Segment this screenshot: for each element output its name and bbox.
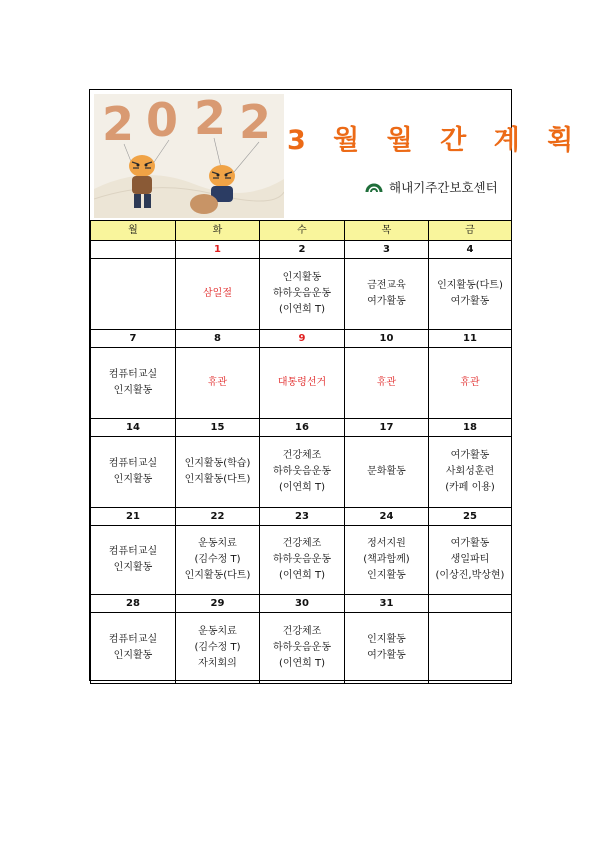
date-cell: 9 (260, 330, 345, 348)
date-cell: 29 (176, 595, 260, 613)
organization-name (365, 178, 498, 196)
activity-line: (이연희 T) (278, 304, 326, 315)
weekday-fri: 금 (429, 221, 512, 241)
date-cell: 23 (260, 508, 345, 526)
activity-line: 인지활동 (282, 272, 322, 283)
date-row (91, 419, 512, 437)
date-row (91, 508, 512, 526)
activity-cell (260, 437, 345, 508)
activity-line: 자치회의 (198, 658, 237, 669)
activity-line: 인지활동 (113, 474, 153, 485)
activity-line: 인지활동 (113, 562, 153, 573)
activity-cell (345, 348, 429, 419)
page-title: 3 월 월 간 계 획 (287, 125, 583, 156)
activity-line: 인지활동 (367, 570, 406, 581)
date-cell: 3 (345, 241, 429, 259)
activity-line: 휴관 (207, 377, 228, 388)
activity-line: (김수정 T) (194, 554, 241, 565)
activity-line: 건강체조 (282, 538, 322, 549)
date-row (91, 595, 512, 613)
activity-cell (260, 348, 345, 419)
activity-cell (91, 613, 176, 684)
date-cell: 1 (176, 241, 260, 259)
year-2-third: 2 (239, 95, 272, 149)
activity-line: 여가활동 (450, 450, 490, 461)
activity-cell (260, 259, 345, 330)
tiger-2022-illustration (94, 94, 284, 218)
date-cell: 2 (260, 241, 345, 259)
activity-cell (345, 437, 429, 508)
activity-line: 인지활동(학습) (184, 458, 251, 469)
year-0: 0 (146, 94, 179, 147)
activity-cell (345, 259, 429, 330)
activity-line: 정서지원 (367, 538, 406, 549)
monthly-plan-page (89, 89, 583, 681)
date-cell: 11 (429, 330, 512, 348)
date-cell: 30 (260, 595, 345, 613)
year-2-second: 2 (194, 94, 227, 145)
date-cell: 15 (176, 419, 260, 437)
activity-row (91, 437, 512, 508)
activity-line: 인지활동(다트) (184, 474, 251, 485)
activity-line: 생일파티 (450, 554, 490, 565)
activity-cell (91, 348, 176, 419)
weekday-wed: 수 (260, 221, 345, 241)
activity-cell (176, 526, 260, 595)
activity-line: (이연희 T) (278, 570, 326, 581)
activity-line: 컴퓨터교실 (108, 634, 158, 645)
activity-line: (이연희 T) (278, 658, 326, 669)
activity-cell (91, 259, 176, 330)
activity-row (91, 348, 512, 419)
activity-line: 인지활동 (367, 634, 406, 645)
activity-cell (429, 613, 512, 684)
activity-line: 컴퓨터교실 (108, 369, 158, 380)
activity-line: 여가활동 (367, 650, 406, 661)
activity-line: 인지활동 (113, 650, 153, 661)
date-cell (429, 595, 512, 613)
activity-line: 건강체조 (282, 626, 322, 637)
activity-cell (429, 526, 512, 595)
activity-line: 건강체조 (282, 450, 322, 461)
activity-line: (김수정 T) (194, 642, 241, 653)
date-cell (91, 241, 176, 259)
activity-cell (176, 259, 260, 330)
date-cell: 24 (345, 508, 429, 526)
activity-line: 여가활동 (367, 296, 406, 307)
org-name-text: 해내기주간보호센터 (389, 180, 498, 195)
activity-line: 인지활동 (113, 385, 153, 396)
activity-line: 삼일절 (203, 288, 232, 299)
activity-line: 컴퓨터교실 (108, 458, 158, 469)
date-cell: 21 (91, 508, 176, 526)
weekday-tue: 화 (176, 221, 260, 241)
activity-cell (429, 437, 512, 508)
activity-line: 하하웃음운동 (273, 466, 331, 477)
activity-line: (책과함께) (363, 554, 410, 565)
activity-line: 휴관 (376, 377, 397, 388)
weekday-thu: 목 (345, 221, 429, 241)
activity-line: 여가활동 (450, 296, 490, 307)
date-cell: 18 (429, 419, 512, 437)
date-cell: 8 (176, 330, 260, 348)
activity-cell (429, 348, 512, 419)
activity-row (91, 613, 512, 684)
activity-cell (91, 437, 176, 508)
activity-line: 인지활동(다트) (437, 280, 503, 291)
date-row (91, 241, 512, 259)
activity-line: 하하웃음운동 (273, 642, 331, 653)
calendar-body (91, 241, 512, 684)
date-row (91, 330, 512, 348)
activity-row (91, 526, 512, 595)
activity-line: 사회성훈련 (445, 466, 495, 477)
activity-line: (카페 이용) (445, 482, 495, 493)
activity-cell (176, 613, 260, 684)
activity-line: 하하웃음운동 (273, 554, 331, 565)
calendar-table (90, 220, 512, 684)
activity-line: 운동치료 (198, 626, 237, 637)
activity-line: 금전교육 (367, 280, 406, 291)
date-cell: 31 (345, 595, 429, 613)
date-cell: 16 (260, 419, 345, 437)
date-cell: 28 (91, 595, 176, 613)
activity-line: 대통령선거 (277, 377, 327, 388)
activity-line: 운동치료 (198, 538, 237, 549)
org-logo-icon (365, 180, 383, 194)
activity-cell (260, 526, 345, 595)
activity-cell (176, 437, 260, 508)
date-cell: 17 (345, 419, 429, 437)
date-cell: 7 (91, 330, 176, 348)
activity-cell (429, 259, 512, 330)
activity-line: 휴관 (460, 377, 480, 388)
activity-line: (이연희 T) (278, 482, 326, 493)
activity-cell (91, 526, 176, 595)
year-2-first: 2 (102, 97, 135, 151)
activity-line: 여가활동 (450, 538, 490, 549)
activity-cell (345, 613, 429, 684)
activity-line: (이상진,박상현) (435, 570, 505, 581)
weekday-header-row (91, 221, 512, 241)
activity-cell (260, 613, 345, 684)
activity-line: 하하웃음운동 (273, 288, 331, 299)
activity-cell (176, 348, 260, 419)
activity-line: 컴퓨터교실 (108, 546, 158, 557)
date-cell: 4 (429, 241, 512, 259)
activity-row (91, 259, 512, 330)
date-cell: 22 (176, 508, 260, 526)
date-cell: 10 (345, 330, 429, 348)
date-cell: 25 (429, 508, 512, 526)
weekday-mon: 월 (91, 221, 176, 241)
plan-header (90, 90, 583, 220)
activity-cell (345, 526, 429, 595)
activity-line: 인지활동(다트) (184, 570, 251, 581)
date-cell: 14 (91, 419, 176, 437)
activity-line: 문화활동 (367, 466, 406, 477)
